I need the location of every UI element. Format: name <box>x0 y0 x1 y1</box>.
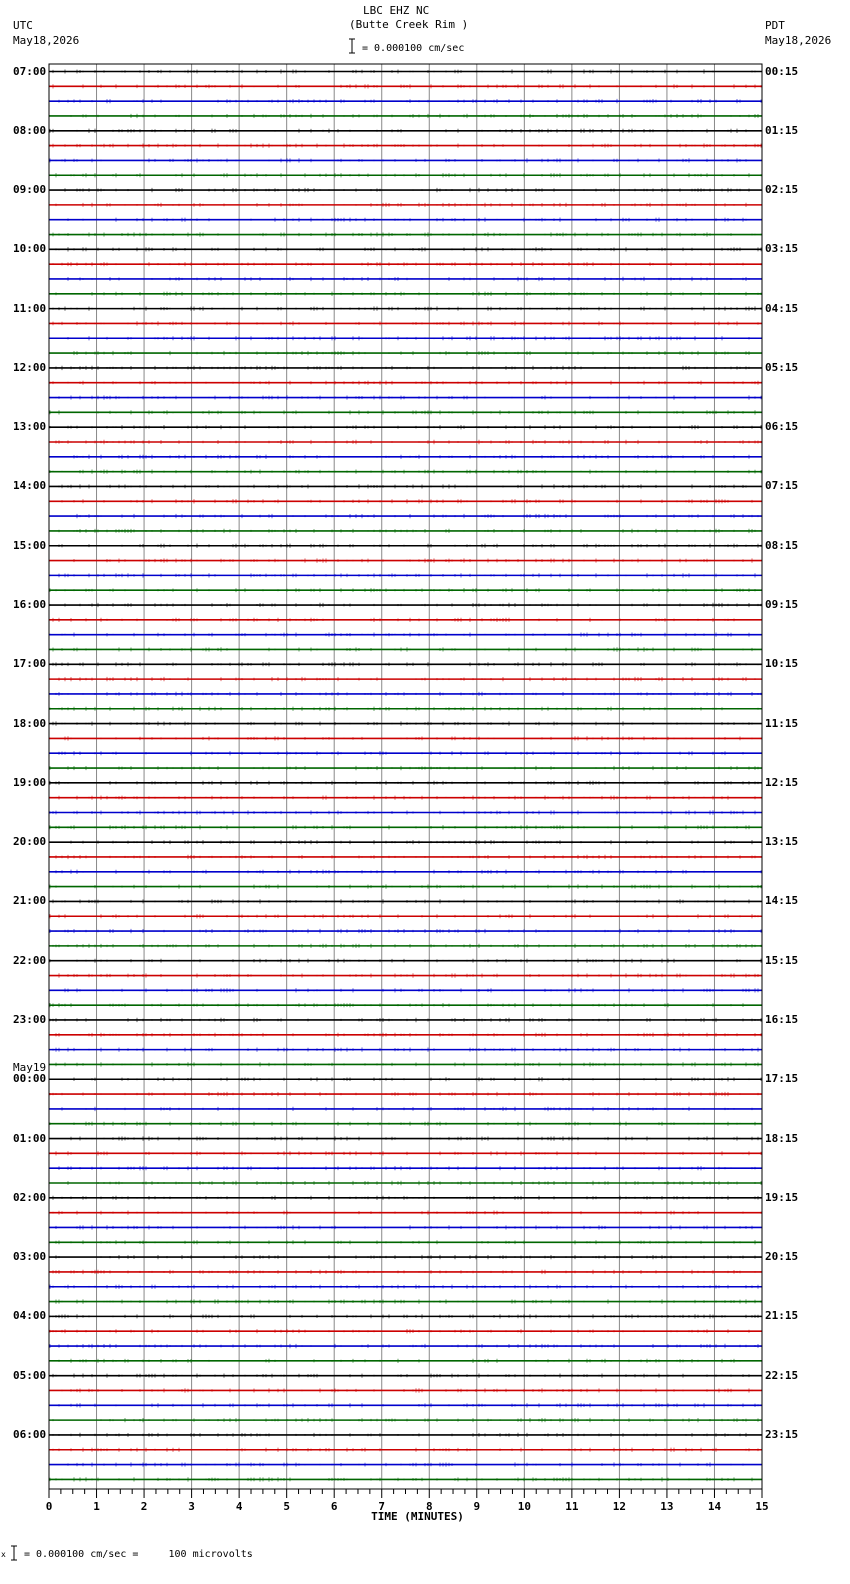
x-tick-label: 11 <box>565 1500 579 1513</box>
utc-hour-label: 22:00 <box>13 953 47 967</box>
pdt-hour-label: 22:15 <box>765 1368 799 1382</box>
utc-hour-label: 18:00 <box>13 716 47 730</box>
utc-hour-label: 21:00 <box>13 894 47 908</box>
right-timezone: PDT <box>765 19 785 32</box>
utc-hour-label: 11:00 <box>13 301 47 315</box>
x-tick-label: 5 <box>283 1500 290 1513</box>
utc-hour-label: 19:00 <box>13 775 47 789</box>
x-tick-label: 8 <box>425 1500 433 1513</box>
pdt-hour-label: 06:15 <box>765 420 799 434</box>
x-tick-label: 4 <box>235 1500 243 1513</box>
utc-hour-label: 07:00 <box>13 64 47 78</box>
x-tick-label: 14 <box>707 1500 722 1513</box>
x-tick-label: 2 <box>140 1500 148 1513</box>
x-axis <box>46 1489 769 1523</box>
pdt-hour-label: 15:15 <box>765 953 799 967</box>
pdt-hour-label: 03:15 <box>765 242 799 256</box>
utc-hour-label: 17:00 <box>13 657 47 671</box>
trace-noise <box>74 558 752 562</box>
utc-hour-label: 14:00 <box>13 479 47 493</box>
utc-hour-label: 20:00 <box>13 835 47 849</box>
left-date: May18,2026 <box>13 34 80 47</box>
scale-bar-icon <box>349 39 355 53</box>
pdt-hour-label: 20:15 <box>765 1250 799 1264</box>
x-tick-label: 1 <box>93 1500 100 1513</box>
x-tick-label: 9 <box>473 1500 481 1513</box>
utc-hour-label: 06:00 <box>13 1427 47 1441</box>
utc-hour-label: 10:00 <box>13 242 47 256</box>
x-tick-label: 3 <box>188 1500 195 1513</box>
x-tick-label: 12 <box>612 1500 627 1513</box>
x-tick-label: 0 <box>45 1500 53 1513</box>
pdt-hour-label: 04:15 <box>765 301 799 315</box>
utc-hour-label: 13:00 <box>13 420 47 434</box>
pdt-hour-label: 10:15 <box>765 657 799 671</box>
pdt-hour-label: 13:15 <box>765 835 799 849</box>
pdt-hour-label: 21:15 <box>765 1309 799 1323</box>
scale-bar-text: = 0.000100 cm/sec <box>362 43 465 54</box>
footer-scale-text: = 0.000100 cm/sec = 100 microvolts <box>24 1549 253 1560</box>
pdt-hour-label: 01:15 <box>765 123 799 137</box>
pdt-hour-label: 05:15 <box>765 360 799 374</box>
utc-hour-label: 15:00 <box>13 538 47 552</box>
utc-hour-label: 05:00 <box>13 1368 47 1382</box>
station-title: LBC EHZ NC <box>363 4 430 17</box>
utc-hour-label: 03:00 <box>13 1250 47 1264</box>
utc-hour-label: 04:00 <box>13 1309 47 1323</box>
pdt-hour-label: 07:15 <box>765 479 799 493</box>
pdt-hour-label: 12:15 <box>765 775 799 789</box>
utc-hour-label: 12:00 <box>13 360 47 374</box>
footer-marker: x <box>1 1550 6 1559</box>
utc-hour-label: 08:00 <box>13 123 47 137</box>
utc-hour-label: 23:00 <box>13 1012 47 1026</box>
x-tick-label: 13 <box>660 1500 674 1513</box>
plot-frame <box>49 64 762 1489</box>
x-tick-label: 15 <box>755 1500 769 1513</box>
pdt-hour-label: 23:15 <box>765 1427 799 1441</box>
pdt-hour-label: 08:15 <box>765 538 799 552</box>
minute-gridlines <box>97 64 715 1489</box>
pdt-hour-label: 17:15 <box>765 1072 799 1086</box>
pdt-hour-label: 14:15 <box>765 894 799 908</box>
pdt-hour-label: 00:15 <box>765 64 799 78</box>
utc-hour-label: 00:00 <box>13 1072 47 1086</box>
pdt-hour-label: 18:15 <box>765 1131 799 1145</box>
utc-hour-label: 02:00 <box>13 1190 47 1204</box>
x-tick-label: 7 <box>378 1500 386 1513</box>
right-date: May18,2026 <box>765 34 832 47</box>
plot-border <box>49 64 762 1489</box>
utc-hour-label: 16:00 <box>13 598 47 612</box>
utc-hour-label: 09:00 <box>13 183 47 197</box>
pdt-hour-label: 11:15 <box>765 716 799 730</box>
x-tick-label: 10 <box>517 1500 531 1513</box>
seismic-traces <box>49 69 762 1481</box>
pdt-hour-label: 19:15 <box>765 1190 799 1204</box>
left-timezone: UTC <box>13 19 33 32</box>
utc-hour-label: 01:00 <box>13 1131 47 1145</box>
pdt-hour-label: 16:15 <box>765 1012 799 1026</box>
date-change-label: May19 <box>13 1061 47 1074</box>
footer-scale-bar-icon <box>11 1546 17 1560</box>
x-tick-label: 6 <box>330 1500 338 1513</box>
pdt-hour-label: 02:15 <box>765 183 799 197</box>
pdt-hour-label: 09:15 <box>765 598 799 612</box>
x-axis-label: TIME (MINUTES) <box>371 1510 464 1523</box>
station-location: (Butte Creek Rim ) <box>349 18 469 31</box>
